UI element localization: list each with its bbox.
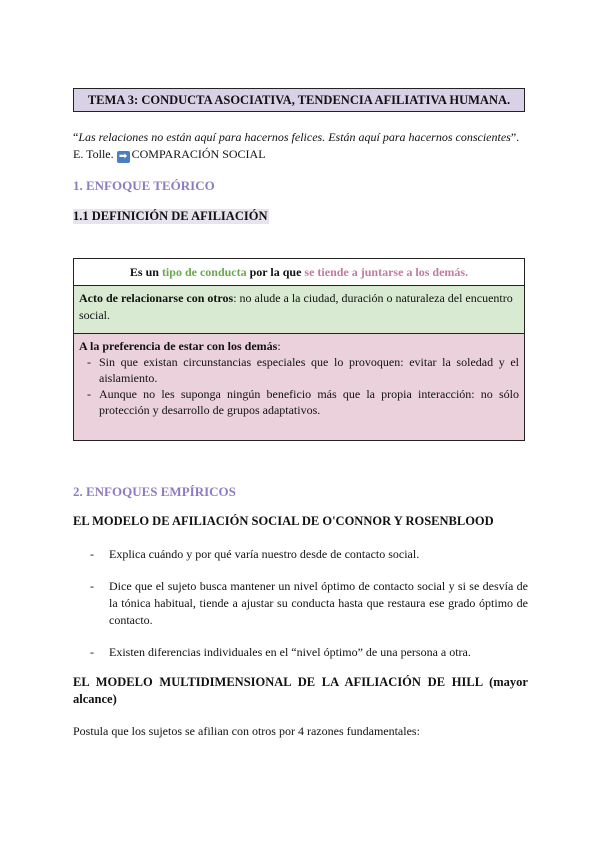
model1-item-2: Dice que el sujeto busca mantener un nivel óptimo de contacto social y si se desvía de la tónica habitual, tiende a ajustar su conducta hasta que restaura ese grado óptimo de contacto. <box>109 579 528 627</box>
preference-row <box>74 334 524 440</box>
definition-table <box>73 258 525 441</box>
relation-row <box>74 286 524 334</box>
list-item: - Sin que existan circunstancias especiales que lo provoquen: evitar la soledad y el aislamiento. <box>87 355 519 385</box>
quote-text: Las relaciones no están aquí para hacernos felices. Están aquí para hacernos conscientes <box>78 130 511 144</box>
quote-close: ”. <box>510 130 520 144</box>
quote-open: “ <box>73 130 79 144</box>
quote-author: E. Tolle. <box>73 147 114 161</box>
model2-title: EL MODELO MULTIDIMENSIONAL DE LA AFILIACIÓN DE HILL (mayor alcance) <box>73 675 528 706</box>
section1-subheading: 1.1 DEFINICIÓN DE AFILIACIÓN <box>73 209 268 223</box>
document-title <box>73 88 525 112</box>
list-item: - Dice que el sujeto busca mantener un nivel óptimo de contacto social y si se desvía de la tónica habitual, tiende a ajustar su conducta hasta que restaura ese grado óptimo de contacto. <box>90 579 528 627</box>
model1-title: EL MODELO DE AFILIACIÓN SOCIAL DE O'CONNOR Y ROSENBLOOD <box>73 514 494 528</box>
list-item: - Aunque no les suponga ningún beneficio más que la propia interacción: no sólo protección y desarrollo de grupos adaptativos. <box>87 387 519 417</box>
row2-bold: Acto de relacionarse con otros <box>79 291 234 305</box>
list-item: - Explica cuándo y por qué varía nuestro desde de contacto social. <box>73 546 528 563</box>
list-item: - Existen diferencias individuales en el “nivel óptimo” de una persona a otra. <box>73 644 528 661</box>
row1-text-b: tipo de conducta <box>161 264 247 279</box>
row3-item-2: Aunque no les suponga ningún beneficio más que la propia interacción: no sólo protección y desarrollo de grupos adaptativos. <box>99 387 519 417</box>
quote-tag: COMPARACIÓN SOCIAL <box>131 147 266 161</box>
definition-row <box>74 259 524 286</box>
section2-heading: 2. ENFOQUES EMPÍRICOS <box>73 484 236 499</box>
model1-item-1: Explica cuándo y por qué varía nuestro desde de contacto social. <box>109 547 420 561</box>
row3-bold: A la preferencia de estar con los demás <box>79 339 278 353</box>
row2-text: : no alude a la ciudad, duración o naturaleza del encuentro social. <box>79 291 513 322</box>
section1-heading: 1. ENFOQUE TEÓRICO <box>73 178 215 193</box>
row1-text-a: Es un <box>129 264 162 279</box>
model2-intro: Postula que los sujetos se afilian con otros por 4 razones fundamentales: <box>73 724 420 738</box>
row3-item-1: Sin que existan circunstancias especiales que lo provoquen: evitar la soledad y el aislamiento. <box>99 355 519 385</box>
model1-list <box>73 546 528 676</box>
quote-block <box>73 129 533 163</box>
model1-item-3: Existen diferencias individuales en el “nivel óptimo” de una persona a otra. <box>109 645 471 659</box>
right-arrow-icon: ➡ <box>117 151 130 163</box>
row3-colon: : <box>277 339 281 353</box>
title-text: TEMA 3: CONDUCTA ASOCIATIVA, TENDENCIA AFILIATIVA HUMANA. <box>87 92 511 107</box>
row1-text-d: se tiende a juntarse a los demás. <box>304 264 469 279</box>
row1-text-c: por la que <box>246 264 305 279</box>
